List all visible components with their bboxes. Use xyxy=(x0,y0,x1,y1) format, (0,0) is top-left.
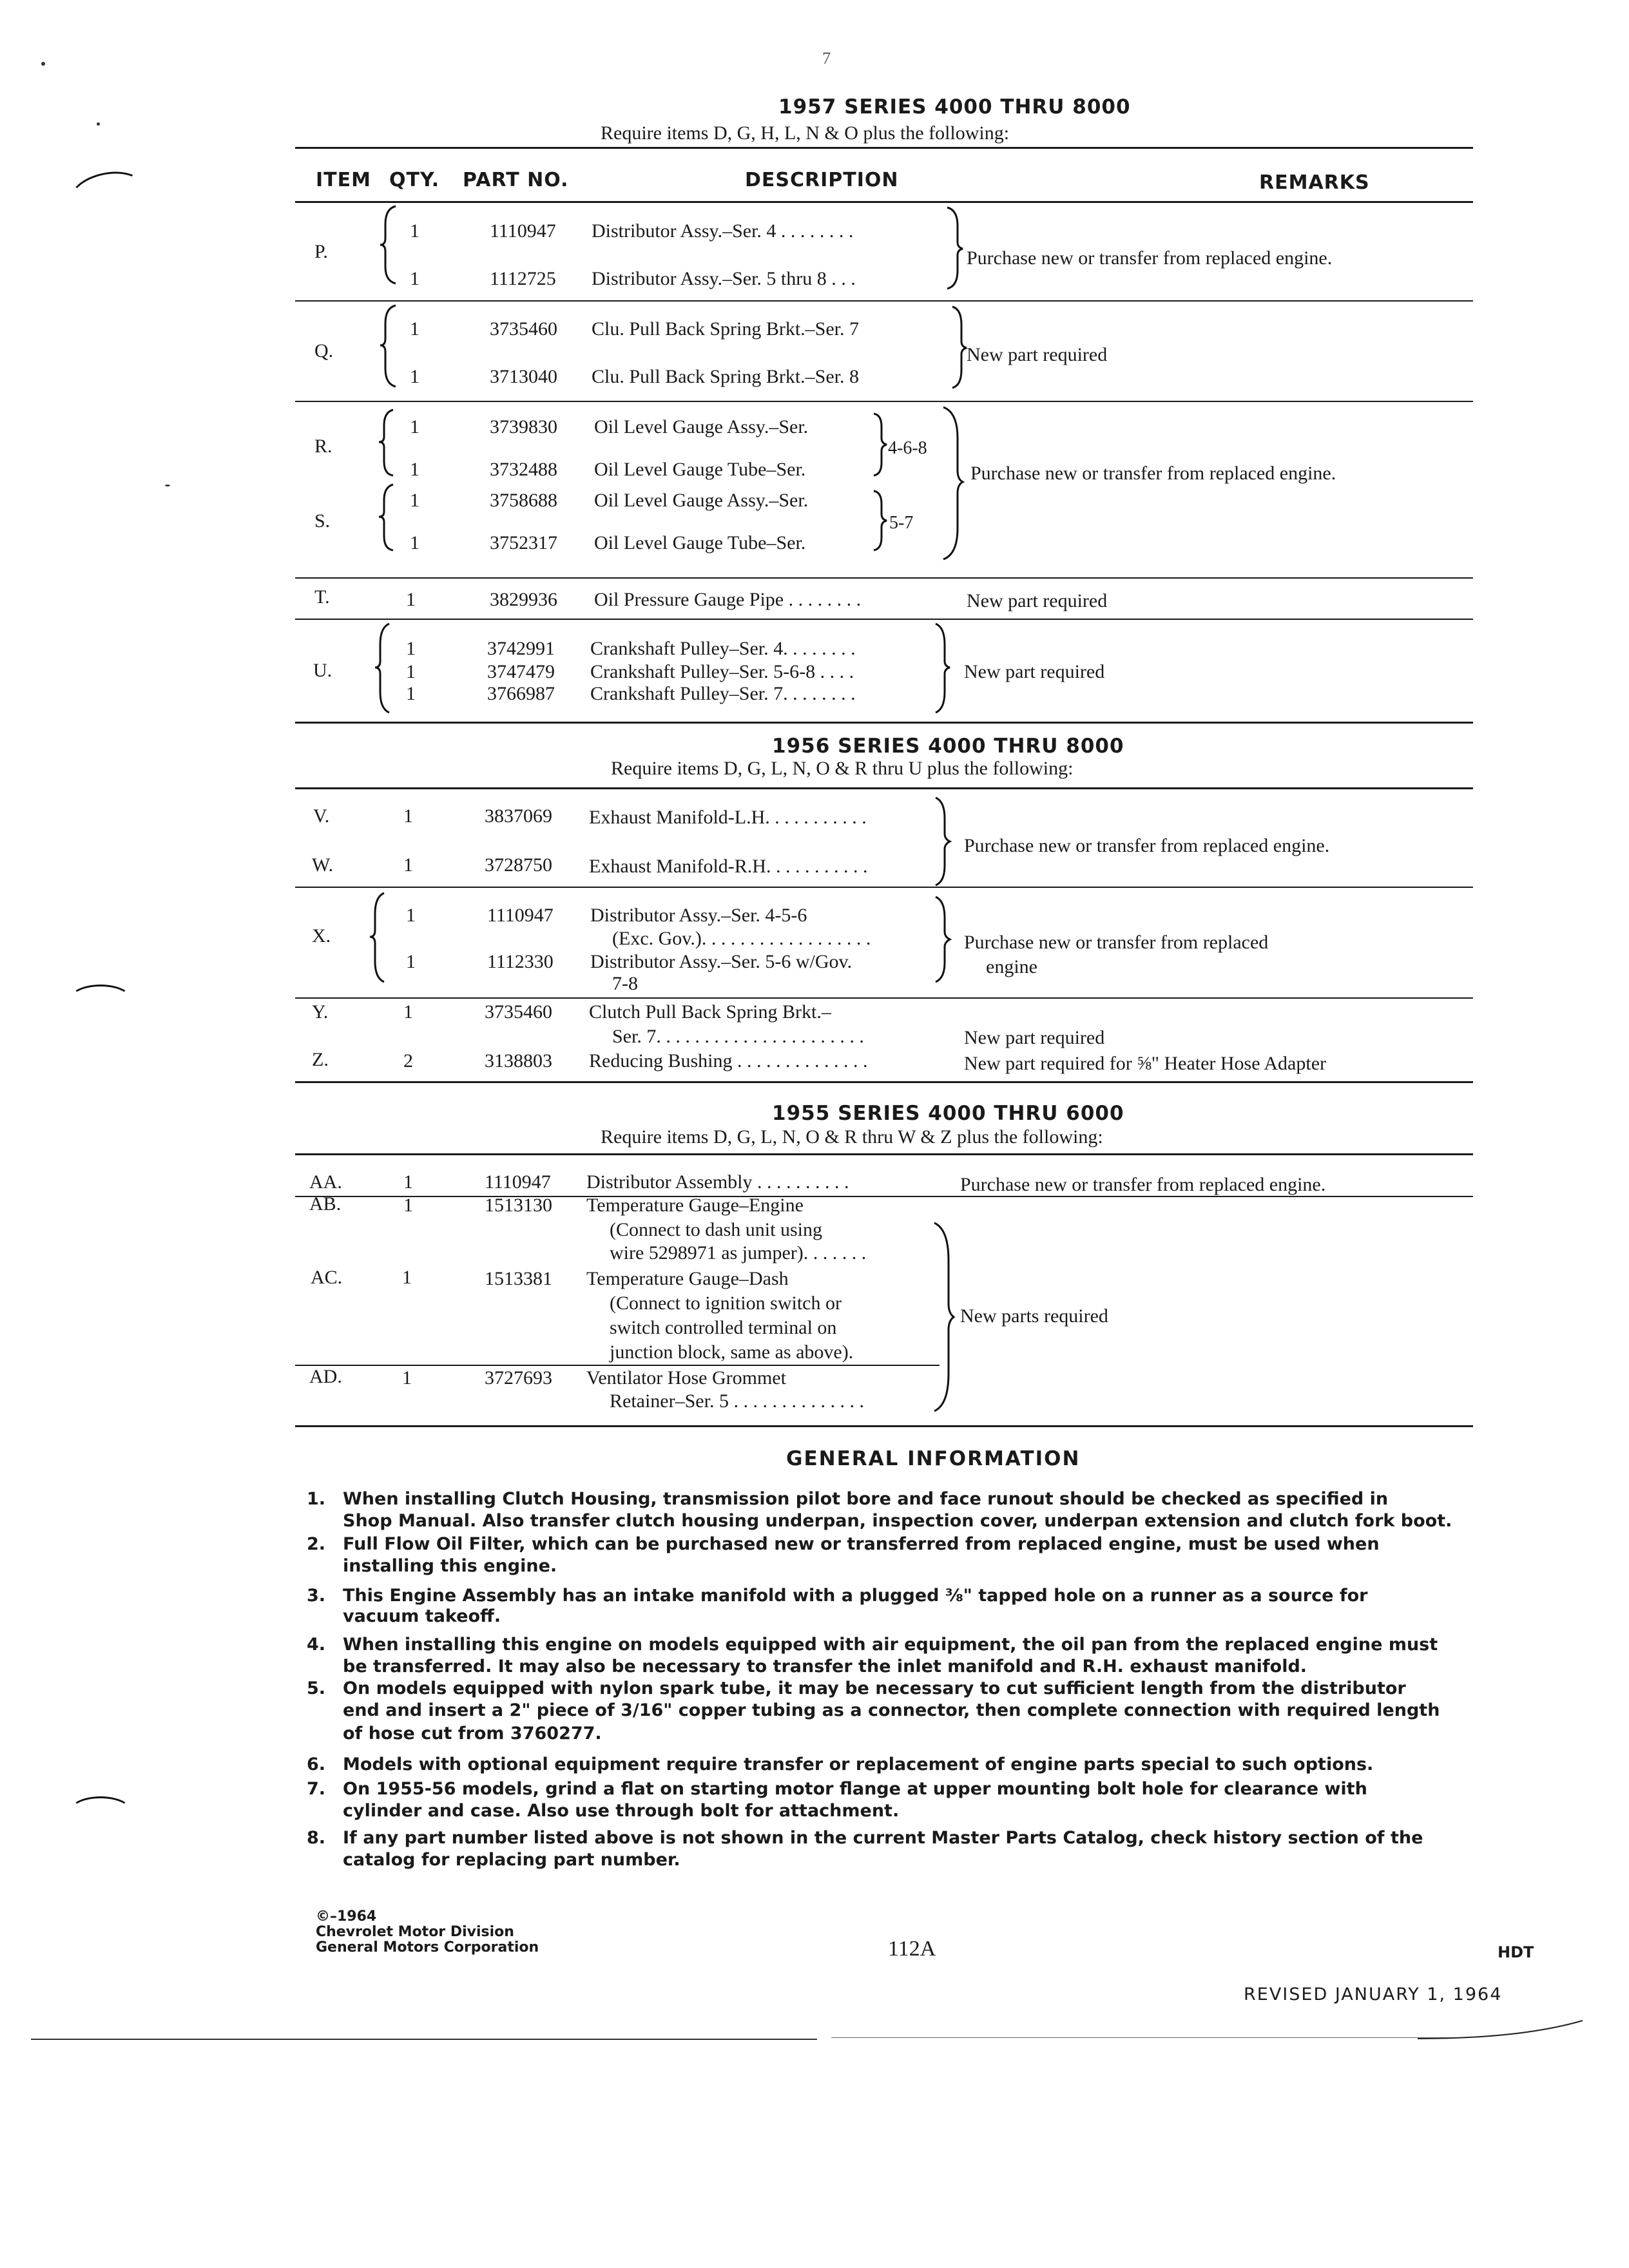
description: Oil Pressure Gauge Pipe . . . . . . . . xyxy=(594,589,862,610)
note-line: vacuum takeoff. xyxy=(343,1606,501,1626)
description: Oil Level Gauge Tube–Ser. xyxy=(594,459,806,480)
rule xyxy=(295,1365,940,1366)
description: switch controlled terminal on xyxy=(610,1317,837,1338)
description: Oil Level Gauge Assy.–Ser. xyxy=(594,416,809,437)
rule xyxy=(31,2039,817,2040)
part-number: 3766987 xyxy=(487,683,555,704)
qty-value: 1 xyxy=(406,683,416,704)
part-number: 3728750 xyxy=(485,854,552,876)
series-brace xyxy=(872,412,888,477)
rule xyxy=(295,787,1473,789)
description: Temperature Gauge–Engine xyxy=(586,1195,804,1216)
qty-value: 1 xyxy=(410,532,419,553)
left-brace xyxy=(378,483,397,552)
rule xyxy=(295,887,1473,888)
remark: Purchase new or transfer from replaced engine. xyxy=(967,247,1333,269)
remark: New part required xyxy=(964,1027,1105,1048)
qty-value: 1 xyxy=(406,905,416,926)
description: Crankshaft Pulley–Ser. 4. . . . . . . . xyxy=(590,638,856,659)
section-1956-subtitle: Require items D, G, L, N, O & R thru U plus the following: xyxy=(611,758,1074,779)
qty-value: 1 xyxy=(410,220,419,242)
note-line: Shop Manual. Also transfer clutch housing underpan, inspection cover, underpan extension and clutch fork boot. xyxy=(343,1511,1452,1531)
part-number: 3742991 xyxy=(487,638,555,659)
part-number: 3727693 xyxy=(485,1367,552,1389)
copyright-line: Chevrolet Motor Division xyxy=(316,1924,514,1940)
remark: engine xyxy=(986,956,1037,977)
part-number: 1513381 xyxy=(485,1268,552,1289)
note-number: 5. xyxy=(307,1678,326,1698)
right-brace xyxy=(933,622,952,714)
part-number: 3747479 xyxy=(487,661,555,682)
qty-value: 1 xyxy=(402,1267,412,1288)
series-brace xyxy=(872,490,888,552)
qty-value: 2 xyxy=(403,1050,413,1072)
description: Ventilator Hose Grommet xyxy=(586,1367,786,1389)
section-1956-title: 1956 SERIES 4000 THRU 8000 xyxy=(772,735,1124,758)
series-label: 5-7 xyxy=(889,513,914,533)
description: wire 5298971 as jumper). . . . . . . xyxy=(610,1242,867,1264)
item-label: AB. xyxy=(309,1193,342,1215)
description: Clu. Pull Back Spring Brkt.–Ser. 8 xyxy=(592,366,860,387)
item-label: AD. xyxy=(309,1366,342,1387)
description: Distributor Assy.–Ser. 5-6 w/Gov. xyxy=(590,951,853,972)
note-line: installing this engine. xyxy=(343,1556,557,1576)
description: Reducing Bushing . . . . . . . . . . . . . . xyxy=(589,1050,868,1072)
scan-mark-bottom xyxy=(70,1796,131,1826)
description: Distributor Assy.–Ser. 4 . . . . . . . . xyxy=(592,220,854,242)
series-label: 4-6-8 xyxy=(888,438,927,458)
description: (Connect to ignition switch or xyxy=(610,1293,842,1314)
qty-value: 1 xyxy=(410,366,419,387)
rule xyxy=(295,722,1473,724)
description: Oil Level Gauge Tube–Ser. xyxy=(594,532,806,553)
qty-value: 1 xyxy=(406,589,416,610)
description: 7-8 xyxy=(612,973,638,994)
rule xyxy=(295,201,1473,203)
remark: Purchase new or transfer from replaced engine. xyxy=(964,835,1330,856)
rule xyxy=(1418,2017,1585,2042)
section-1957-subtitle: Require items D, G, H, L, N & O plus the following: xyxy=(601,122,1010,144)
document-code: HDT xyxy=(1498,1943,1534,1961)
right-brace xyxy=(941,406,964,561)
rule xyxy=(295,619,1473,620)
rule xyxy=(295,997,1473,999)
part-number: 1110947 xyxy=(485,1171,551,1193)
note-number: 7. xyxy=(307,1779,326,1799)
remark: Purchase new or transfer from replaced engine. xyxy=(970,463,1336,484)
part-number: 3713040 xyxy=(490,366,557,387)
qty-value: 1 xyxy=(406,951,416,972)
description: Crankshaft Pulley–Ser. 7. . . . . . . . xyxy=(590,683,856,704)
qty-value: 1 xyxy=(410,268,419,289)
qty-value: 1 xyxy=(406,661,416,682)
note-number: 8. xyxy=(307,1828,326,1848)
note-line: When installing this engine on models equipped with air equipment, the oil pan from the replaced engine must xyxy=(343,1635,1438,1655)
part-number: 3829936 xyxy=(490,589,557,610)
item-label: S. xyxy=(314,510,331,532)
qty-value: 1 xyxy=(403,805,413,827)
remark: New part required for ⅝" Heater Hose Adapter xyxy=(964,1053,1327,1074)
copyright-line: General Motors Corporation xyxy=(316,1939,539,1956)
scan-mark-top xyxy=(66,166,148,223)
left-brace xyxy=(378,408,397,477)
rule xyxy=(831,2037,1463,2038)
speck xyxy=(41,62,45,66)
description: Temperature Gauge–Dash xyxy=(586,1268,789,1289)
section-1957-title: 1957 SERIES 4000 THRU 8000 xyxy=(778,95,1131,119)
part-number: 3138803 xyxy=(485,1050,552,1072)
speck xyxy=(165,485,170,486)
qty-value: 1 xyxy=(410,490,419,511)
item-label: P. xyxy=(314,241,328,262)
item-label: AA. xyxy=(309,1171,342,1193)
qty-value: 1 xyxy=(403,1171,413,1193)
qty-value: 1 xyxy=(403,854,413,876)
column-header-remarks: REMARKS xyxy=(1259,171,1370,194)
part-number: 1110947 xyxy=(487,905,554,926)
note-number: 6. xyxy=(307,1754,326,1774)
scan-mark-middle xyxy=(70,985,131,1014)
qty-value: 1 xyxy=(410,416,419,437)
note-line: cylinder and case. Also use through bolt for attachment. xyxy=(343,1801,900,1821)
description: junction block, same as above). xyxy=(610,1341,854,1363)
column-header-qty: QTY. xyxy=(389,169,440,191)
remark: Purchase new or transfer from replaced xyxy=(964,932,1269,953)
section-1955-title: 1955 SERIES 4000 THRU 6000 xyxy=(772,1102,1124,1125)
remark: New part required xyxy=(967,344,1108,365)
part-number: 1112330 xyxy=(487,951,554,972)
part-number: 1110947 xyxy=(490,220,556,242)
description: Oil Level Gauge Assy.–Ser. xyxy=(594,490,809,511)
rule xyxy=(295,147,1473,149)
item-label: U. xyxy=(313,660,333,681)
item-label: Z. xyxy=(312,1049,329,1070)
rule xyxy=(295,1196,1473,1197)
qty-value: 1 xyxy=(402,1367,412,1389)
note-number: 4. xyxy=(307,1635,326,1655)
note-line: This Engine Assembly has an intake manifold with a plugged ⅜" tapped hole on a runner as a source for xyxy=(343,1586,1368,1606)
remark: New parts required xyxy=(960,1305,1108,1327)
part-number: 3837069 xyxy=(485,805,552,827)
general-information-heading: GENERAL INFORMATION xyxy=(786,1447,1081,1470)
part-number: 3735460 xyxy=(485,1001,552,1023)
description: (Connect to dash unit using xyxy=(610,1219,822,1240)
description: (Exc. Gov.). . . . . . . . . . . . . . . . . . xyxy=(612,928,871,949)
item-label: V. xyxy=(313,805,330,827)
rule xyxy=(295,401,1473,402)
section-1955-subtitle: Require items D, G, L, N, O & R thru W & Z plus the following: xyxy=(601,1126,1103,1148)
column-header-description: DESCRIPTION xyxy=(745,169,899,191)
part-number: 1112725 xyxy=(490,268,556,289)
qty-value: 1 xyxy=(403,1195,413,1216)
rule xyxy=(295,1153,1473,1155)
rule xyxy=(295,1081,1473,1083)
item-label: AC. xyxy=(311,1267,343,1288)
page-number: 112A xyxy=(888,1937,936,1961)
right-brace xyxy=(933,896,952,983)
description: Distributor Assy.–Ser. 5 thru 8 . . . xyxy=(592,268,856,289)
description: Ser. 7. . . . . . . . . . . . . . . . . . . . . . xyxy=(612,1026,864,1047)
qty-value: 1 xyxy=(410,459,419,480)
note-line: On 1955-56 models, grind a flat on starting motor flange at upper mounting bolt hole for clearance with xyxy=(343,1779,1367,1799)
item-label: Q. xyxy=(314,340,334,361)
right-brace xyxy=(933,796,952,887)
note-line: When installing Clutch Housing, transmission pilot bore and face runout should be checked as specified in xyxy=(343,1489,1389,1509)
part-number: 3739830 xyxy=(490,416,557,437)
note-line: Full Flow Oil Filter, which can be purchased new or transferred from replaced engine, must be used when xyxy=(343,1534,1380,1554)
left-brace xyxy=(380,205,400,285)
right-brace xyxy=(932,1222,955,1412)
description: Clutch Pull Back Spring Brkt.– xyxy=(589,1001,831,1023)
part-number: 3732488 xyxy=(490,459,557,480)
qty-value: 1 xyxy=(403,1001,413,1023)
description: Exhaust Manifold-R.H. . . . . . . . . . . xyxy=(589,856,868,877)
description: Distributor Assembly . . . . . . . . . . xyxy=(586,1171,849,1193)
qty-value: 1 xyxy=(410,318,419,340)
description: Retainer–Ser. 5 . . . . . . . . . . . . . . xyxy=(610,1390,864,1412)
qty-value: 1 xyxy=(406,638,416,659)
note-number: 1. xyxy=(307,1489,326,1509)
note-number: 3. xyxy=(307,1586,326,1606)
remark: Purchase new or transfer from replaced engine. xyxy=(960,1174,1326,1195)
part-number: 3758688 xyxy=(490,490,557,511)
item-label: X. xyxy=(312,925,331,947)
part-number: 3735460 xyxy=(490,318,557,340)
note-line: be transferred. It may also be necessary to transfer the inlet manifold and R.H. exhaust manifold. xyxy=(343,1657,1307,1677)
left-brace xyxy=(380,304,400,388)
remark: New part required xyxy=(967,590,1108,611)
description: Clu. Pull Back Spring Brkt.–Ser. 7 xyxy=(592,318,860,340)
right-brace xyxy=(945,206,964,290)
column-header-item: ITEM xyxy=(316,169,371,191)
column-header-part-no: PART NO. xyxy=(463,169,569,191)
left-brace xyxy=(369,892,388,983)
rule xyxy=(295,1425,1473,1427)
rule xyxy=(295,577,1473,579)
left-brace xyxy=(374,622,393,714)
item-label: T. xyxy=(314,586,330,608)
rule xyxy=(295,300,1473,302)
item-label: W. xyxy=(312,854,334,876)
note-line: of hose cut from 3760277. xyxy=(343,1724,602,1744)
description: Crankshaft Pulley–Ser. 5-6-8 . . . . xyxy=(590,661,854,682)
note-line: Models with optional equipment require transfer or replacement of engine parts special to such options. xyxy=(343,1754,1374,1774)
note-line: end and insert a 2" piece of 3/16" copper tubing as a connector, then complete connection with required length xyxy=(343,1700,1440,1720)
revised-date: REVISED JANUARY 1, 1964 xyxy=(1244,1984,1503,2004)
top-mark: 7 xyxy=(822,49,831,68)
item-label: Y. xyxy=(312,1001,329,1023)
note-line: catalog for replacing part number. xyxy=(343,1850,680,1870)
description: Exhaust Manifold-L.H. . . . . . . . . . . xyxy=(589,807,867,828)
note-line: If any part number listed above is not shown in the current Master Parts Catalog, check history section of the xyxy=(343,1828,1423,1848)
note-line: On models equipped with nylon spark tube, it may be necessary to cut sufficient length from the distributor xyxy=(343,1678,1406,1698)
speck xyxy=(97,122,100,126)
description: Distributor Assy.–Ser. 4-5-6 xyxy=(590,905,807,926)
note-number: 2. xyxy=(307,1534,326,1554)
part-number: 1513130 xyxy=(485,1195,552,1216)
copyright-line: ©–1964 xyxy=(316,1908,377,1925)
item-label: R. xyxy=(314,436,333,457)
part-number: 3752317 xyxy=(490,532,557,553)
remark: New part required xyxy=(964,661,1105,682)
